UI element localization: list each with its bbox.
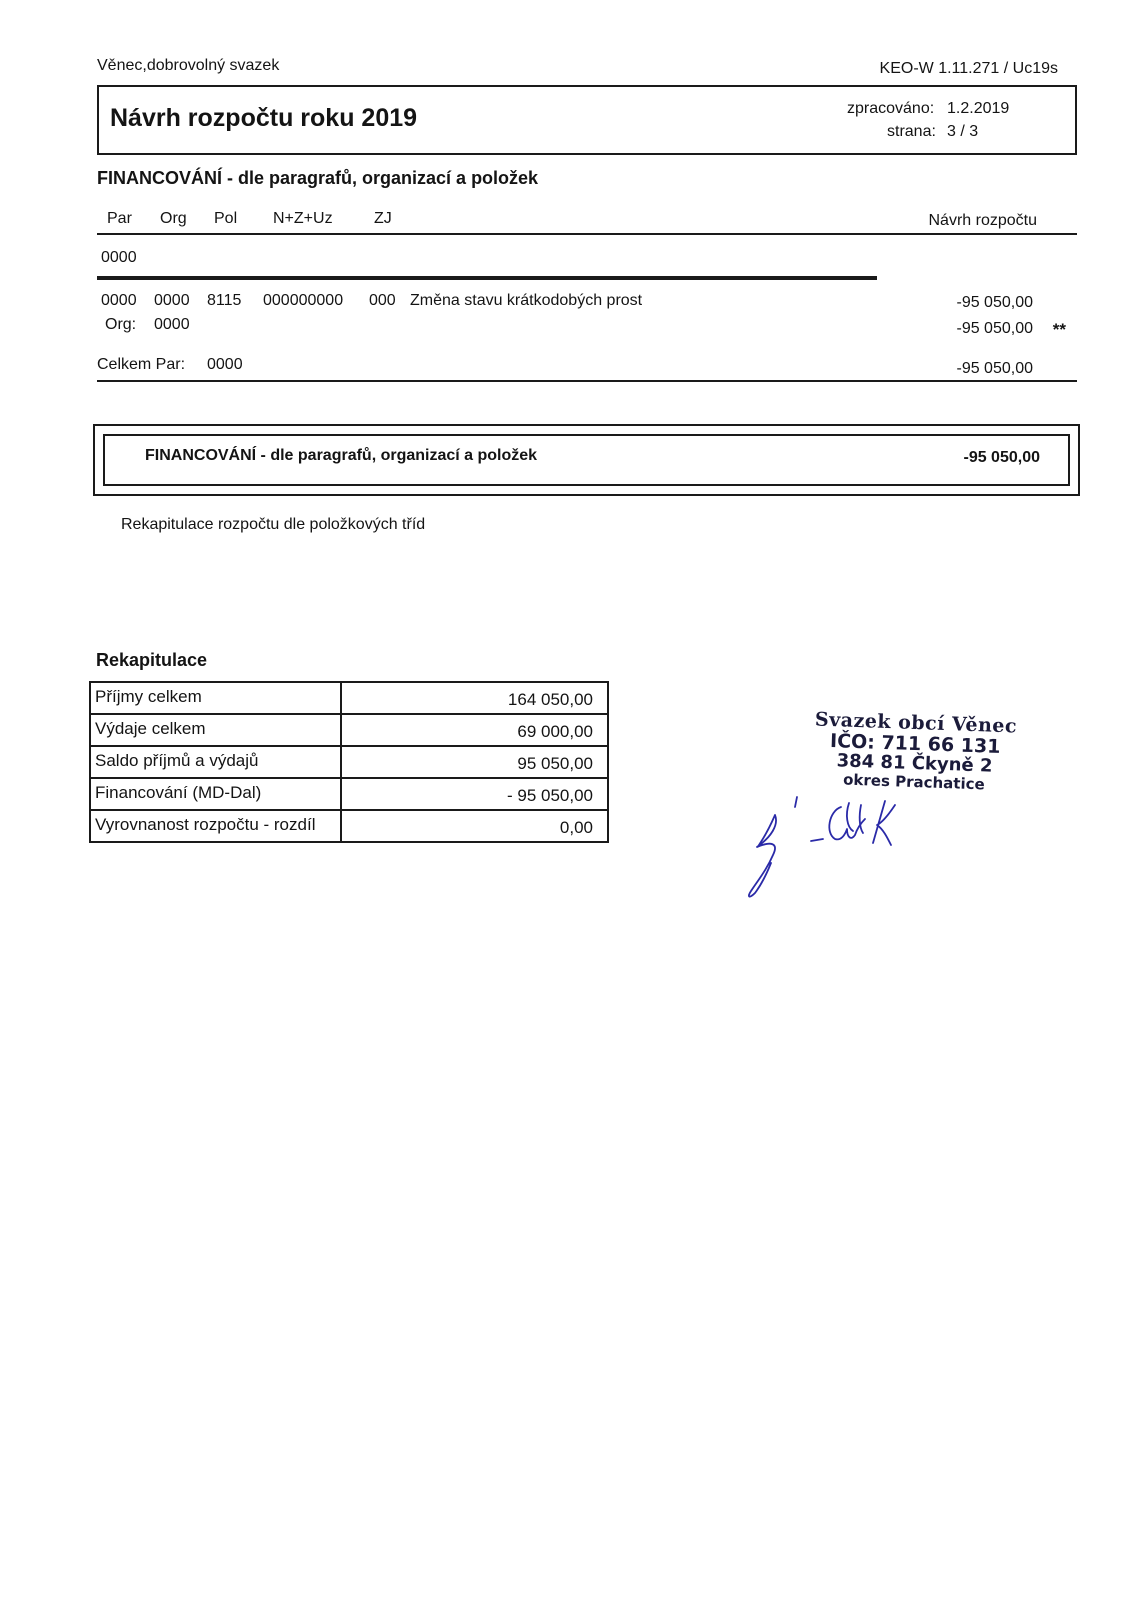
recap-label: Saldo příjmů a výdajů [90, 746, 341, 778]
row-description: Změna stavu krátkodobých prost [410, 292, 643, 309]
paragraph-total-amount: -95 050,00 [956, 360, 1033, 377]
paragraph-total-code: 0000 [207, 356, 243, 373]
row-zj: 000 [369, 292, 396, 309]
table-row [90, 682, 608, 714]
stamp-line-name: Svazek obcí Věnec [814, 708, 1018, 738]
recap-label: Financování (MD-Dal) [90, 778, 341, 810]
recap-value: - 95 050,00 [341, 778, 608, 810]
column-pol: Pol [214, 210, 238, 227]
recap-value: 95 050,00 [341, 746, 608, 778]
page-label: strana: [887, 123, 936, 140]
recap-value: 0,00 [341, 810, 608, 842]
row-pol: 8115 [207, 292, 242, 309]
signature-icon [745, 795, 915, 915]
official-stamp [799, 708, 1032, 795]
recap-label: Výdaje celkem [90, 714, 341, 746]
table-row [90, 714, 608, 746]
organization-name: Věnec,dobrovolný svazek [97, 57, 280, 74]
title-box [97, 85, 1077, 155]
org-total-marker: ** [1052, 320, 1066, 339]
table-row [90, 746, 608, 778]
column-org: Org [160, 210, 187, 227]
summary-inner-box [103, 434, 1070, 486]
paragraph-total-divider [97, 380, 1077, 382]
org-total-code: 0000 [154, 316, 190, 333]
row-amount: -95 050,00 [956, 294, 1033, 311]
page-number: 3 / 3 [947, 123, 979, 140]
row-org: 0000 [154, 292, 190, 309]
table-row [90, 810, 608, 842]
recap-value: 69 000,00 [341, 714, 608, 746]
stamp-line-district: okres Prachatice [842, 770, 986, 794]
recap-title: Rekapitulace [96, 650, 208, 670]
stamp-line-address: 384 81 Čkyně 2 [836, 750, 993, 777]
recap-label: Vyrovnanost rozpočtu - rozdíl [90, 810, 341, 842]
paragraph-code: 0000 [101, 249, 137, 266]
org-total-amount: -95 050,00 [956, 320, 1033, 337]
recap-note: Rekapitulace rozpočtu dle položkových tříd [121, 516, 426, 533]
column-par: Par [107, 210, 132, 227]
row-nzuz: 000000000 [263, 292, 344, 309]
summary-label: FINANCOVÁNÍ - dle paragrafů, organizací a položek [145, 447, 538, 464]
paragraph-total-label: Celkem Par: [97, 356, 186, 373]
row-par: 0000 [101, 292, 137, 309]
section-title: FINANCOVÁNÍ - dle paragrafů, organizací a položek [97, 168, 539, 188]
processed-date: 1.2.2019 [947, 100, 1010, 117]
report-code: KEO-W 1.11.271 / Uc19s [879, 60, 1058, 77]
summary-box [93, 424, 1080, 496]
summary-amount: -95 050,00 [963, 449, 1040, 466]
stamp-line-ico: IČO: 711 66 131 [829, 730, 1001, 758]
table-row [90, 778, 608, 810]
paragraph-divider [97, 276, 877, 280]
recap-value: 164 050,00 [341, 682, 608, 714]
document-title: Návrh rozpočtu roku 2019 [110, 104, 418, 132]
column-nzuz: N+Z+Uz [273, 210, 333, 227]
processed-label: zpracováno: [847, 100, 935, 117]
header-divider [97, 233, 1077, 235]
org-total-label: Org: [105, 316, 137, 333]
column-zj: ZJ [374, 210, 392, 227]
recap-table [89, 681, 609, 843]
column-budget: Návrh rozpočtu [928, 212, 1037, 229]
recap-label: Příjmy celkem [90, 682, 341, 714]
